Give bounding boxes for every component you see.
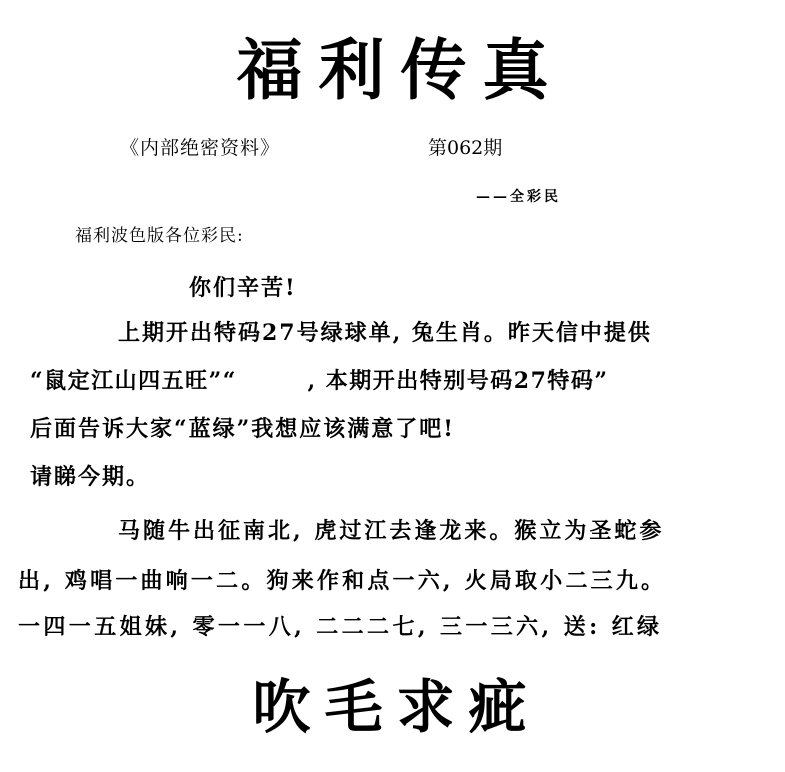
body-line: 一四一五姐妹, 零一一八, 二二二七, 三一三六, 送: 红绿 <box>18 614 663 640</box>
issue-number: 第062期 <box>428 137 503 159</box>
body-line: “鼠定江山四五旺”“ , 本期开出特别号码27特码” <box>30 368 609 394</box>
document-subtitle: 《内部绝密资料》 <box>120 137 281 159</box>
body-line: 后面告诉大家“蓝绿”我想应该满意了吧! <box>30 416 455 442</box>
author-signature: ——全彩民 <box>476 189 561 205</box>
document-title: 福利传真 <box>236 31 565 109</box>
salutation: 福利波色版各位彩民: <box>75 226 244 246</box>
body-line: 请睇今期。 <box>30 464 151 490</box>
body-line: 上期开出特码27号绿球单, 兔生肖。昨天信中提供 <box>118 320 652 346</box>
greeting: 你们辛苦! <box>189 275 297 301</box>
body-line: 马随牛出征南北, 虎过江去逢龙来。猴立为圣蛇参 <box>118 518 665 544</box>
body-line: 出, 鸡唱一曲响一二。狗来作和点一六, 火局取小二三九。 <box>18 568 667 594</box>
footer-title: 吹毛求疵 <box>252 673 541 741</box>
